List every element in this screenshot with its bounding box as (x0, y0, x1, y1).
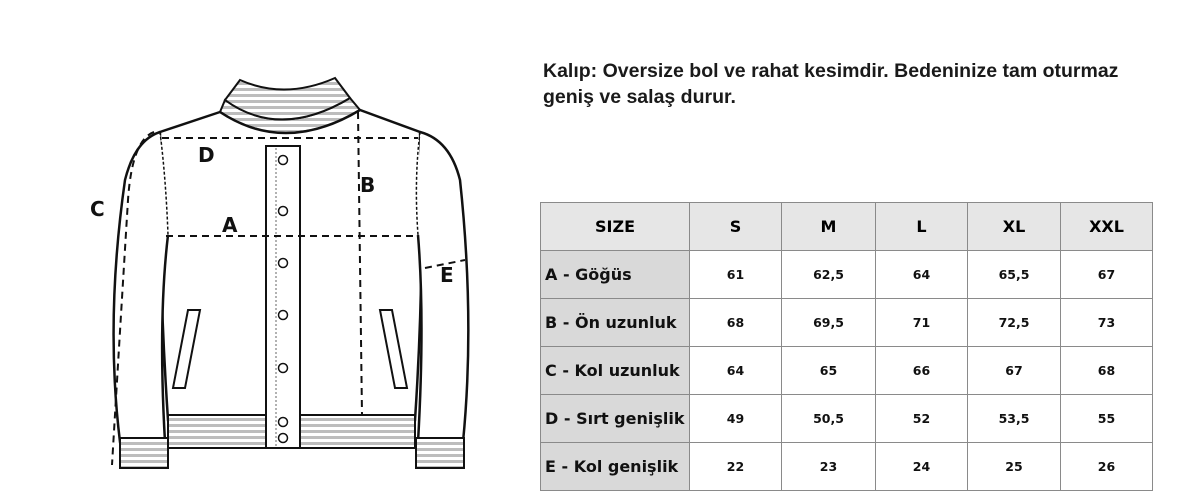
table-cell: 67 (1061, 251, 1153, 299)
table-cell: 67 (968, 347, 1061, 395)
label-e: E (440, 263, 454, 287)
size-chart-table (540, 202, 1153, 491)
label-b: B (360, 173, 376, 197)
table-cell: 66 (876, 347, 968, 395)
header-m: M (782, 203, 876, 251)
table-row (541, 299, 1153, 347)
table-row (541, 347, 1153, 395)
row-label: E - Kol genişlik (541, 443, 690, 491)
table-cell: 22 (690, 443, 782, 491)
table-cell: 73 (1061, 299, 1153, 347)
table-cell: 71 (876, 299, 968, 347)
table-cell: 64 (690, 347, 782, 395)
table-header-row (541, 203, 1153, 251)
table-row (541, 395, 1153, 443)
table-cell: 50,5 (782, 395, 876, 443)
table-cell: 49 (690, 395, 782, 443)
table-cell: 68 (690, 299, 782, 347)
table-cell: 53,5 (968, 395, 1061, 443)
table-cell: 55 (1061, 395, 1153, 443)
table-cell: 52 (876, 395, 968, 443)
label-a: A (222, 213, 238, 237)
header-xl: XL (968, 203, 1061, 251)
table-cell: 68 (1061, 347, 1153, 395)
row-label: C - Kol uzunluk (541, 347, 690, 395)
row-label: B - Ön uzunluk (541, 299, 690, 347)
header-size: SIZE (541, 203, 690, 251)
label-d: D (198, 143, 215, 167)
table-cell: 65,5 (968, 251, 1061, 299)
label-c: C (90, 197, 105, 221)
table-cell: 72,5 (968, 299, 1061, 347)
header-xxl: XXL (1061, 203, 1153, 251)
table-cell: 69,5 (782, 299, 876, 347)
table-cell: 62,5 (782, 251, 876, 299)
table-cell: 65 (782, 347, 876, 395)
table-row (541, 443, 1153, 491)
row-label: A - Göğüs (541, 251, 690, 299)
fit-description: Kalıp: Oversize bol ve rahat kesimdir. Bedeninize tam oturmaz geniş ve salaş durur. (543, 60, 1119, 108)
jacket-illustration (80, 70, 480, 480)
table-cell: 23 (782, 443, 876, 491)
header-s: S (690, 203, 782, 251)
table-cell: 61 (690, 251, 782, 299)
row-label: D - Sırt genişlik (541, 395, 690, 443)
header-l: L (876, 203, 968, 251)
table-row (541, 251, 1153, 299)
table-cell: 26 (1061, 443, 1153, 491)
table-cell: 24 (876, 443, 968, 491)
table-cell: 64 (876, 251, 968, 299)
table-cell: 25 (968, 443, 1061, 491)
